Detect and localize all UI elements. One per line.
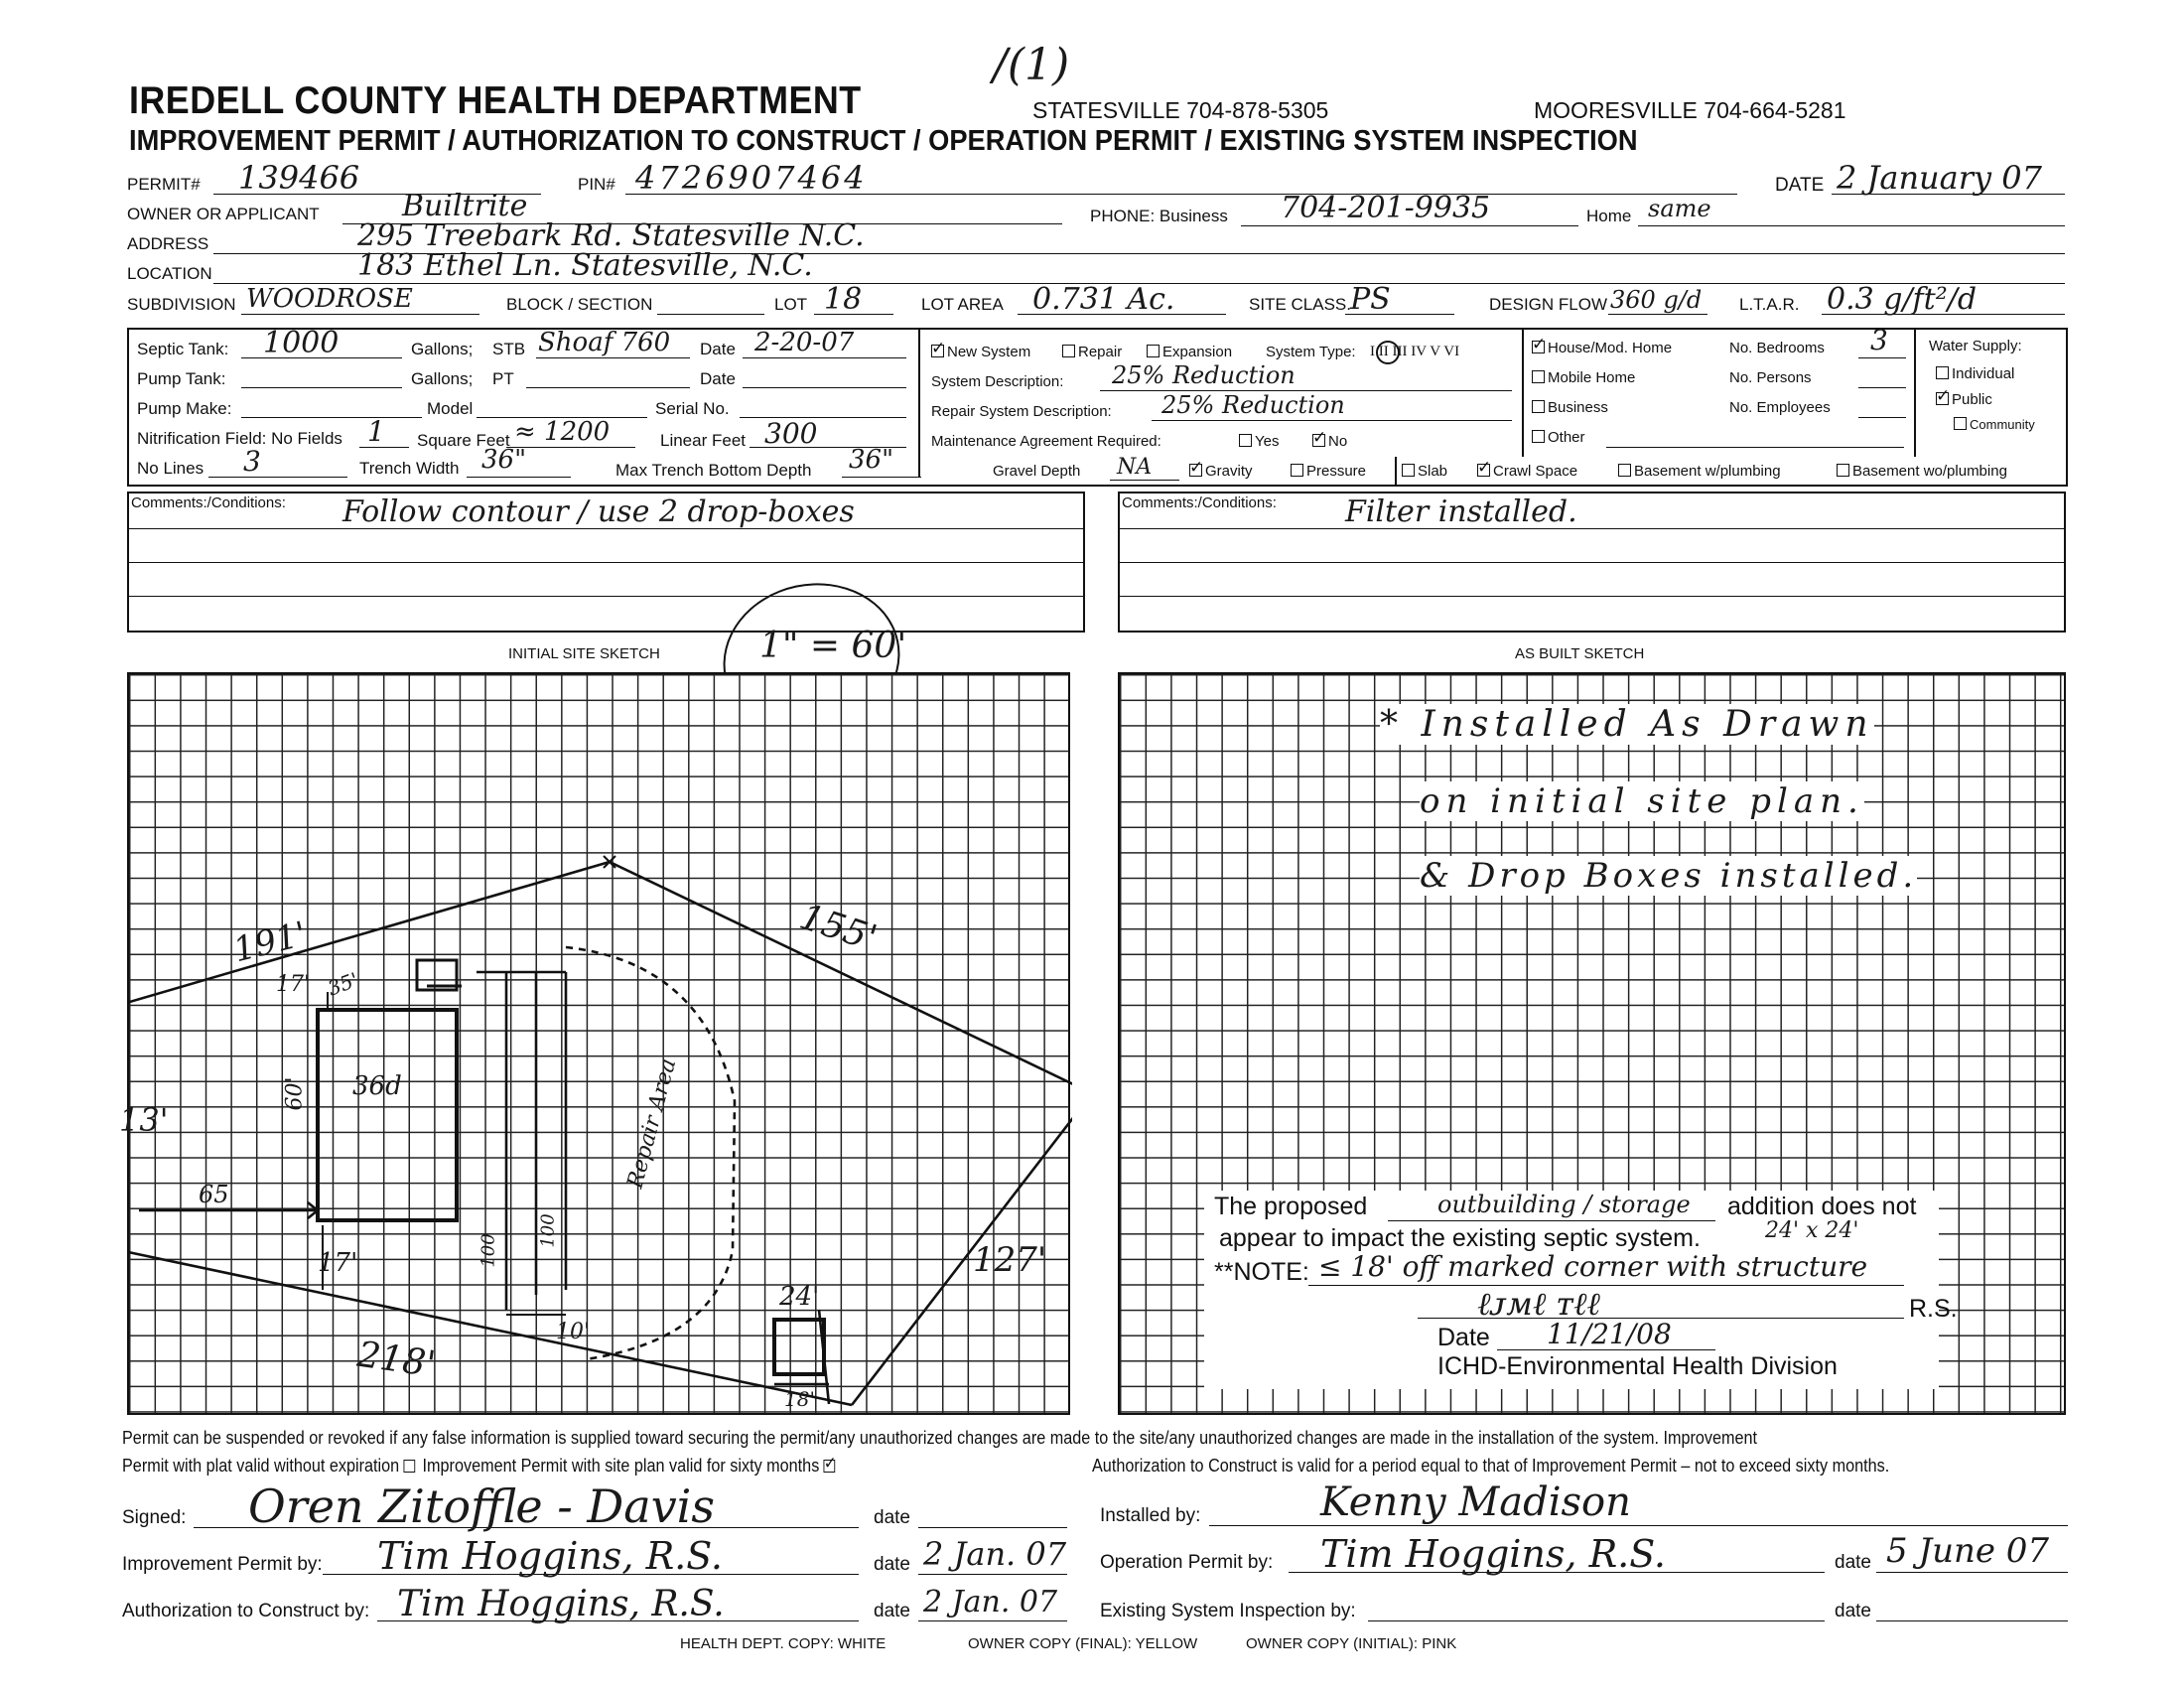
mobile-home-label: Mobile Home — [1548, 369, 1636, 386]
initial-site-sketch — [119, 672, 1070, 1415]
comments-left-label: Comments:/Conditions: — [131, 494, 286, 511]
depth-value: 36" — [849, 445, 894, 475]
stamp-proposed-value: outbuilding / storage — [1437, 1191, 1691, 1218]
dim-13: 13' — [119, 1101, 169, 1139]
individual-checkbox[interactable] — [1936, 365, 2014, 382]
dim-191: 191' — [229, 914, 311, 971]
house-label: House/Mod. Home — [1548, 340, 1673, 356]
pressure-checkbox[interactable] — [1291, 463, 1366, 480]
pump-date-label: Date — [700, 369, 736, 388]
septic-tank-value: 1000 — [263, 326, 340, 360]
page-title: IREDELL COUNTY HEALTH DEPARTMENT — [129, 79, 862, 122]
crawl-space-label: Crawl Space — [1493, 463, 1578, 480]
atc-date: 2 Jan. 07 — [923, 1585, 1058, 1619]
dim-127: 127' — [973, 1240, 1047, 1280]
line-100-a: 100 — [478, 1233, 499, 1268]
trench-value: 36" — [481, 445, 527, 475]
atc-label: Authorization to Construct by: — [122, 1601, 370, 1621]
copy-yellow: OWNER COPY (FINAL): YELLOW — [968, 1635, 1198, 1652]
repair-desc-label: Repair System Description: — [931, 403, 1112, 420]
lot-value: 18 — [824, 282, 863, 317]
house-label: 36d — [352, 1071, 402, 1101]
linear-label: Linear Feet — [660, 431, 746, 450]
no-label: No — [1328, 433, 1348, 450]
new-system-checkbox[interactable] — [931, 344, 1030, 360]
copy-white: HEALTH DEPT. COPY: WHITE — [680, 1635, 887, 1652]
stamp-size: 24' x 24' — [1765, 1218, 1859, 1243]
lines-label: No Lines — [137, 459, 205, 478]
repair-desc-value: 25% Reduction — [1161, 391, 1345, 419]
design-flow-label: DESIGN FLOW — [1489, 295, 1608, 314]
address-label: ADDRESS — [127, 234, 209, 253]
community-checkbox[interactable] — [1954, 417, 2035, 432]
maintenance-yes-checkbox[interactable] — [1239, 433, 1279, 450]
system-type-label: System Type: — [1266, 344, 1356, 360]
statesville-phone: STATESVILLE 704-878-5305 — [1032, 97, 1329, 123]
footer-notice-2c: Authorization to Construct is valid for a period equal to that of Improvement Permit – not to exceed sixty months. — [1092, 1456, 1890, 1476]
basement-w-label: Basement w/plumbing — [1634, 463, 1781, 480]
pump-tank-label: Pump Tank: — [137, 369, 226, 388]
serial-label: Serial No. — [655, 399, 730, 418]
dim-218: 218' — [354, 1334, 439, 1386]
linear-value: 300 — [764, 417, 818, 450]
dim-10: 10' — [556, 1320, 591, 1344]
ip-label: Improvement Permit by: — [122, 1554, 323, 1575]
mobile-home-checkbox[interactable] — [1532, 369, 1635, 386]
design-flow-value: 360 g/d — [1610, 286, 1703, 314]
dim-35: 35' — [324, 967, 362, 1001]
as-built-sketch — [1118, 672, 2066, 1415]
trench-label: Trench Width — [359, 459, 460, 478]
owner-value: Builtrite — [402, 189, 528, 223]
gravity-checkbox[interactable] — [1189, 463, 1253, 480]
dim-17-bottom: 17' — [318, 1248, 358, 1278]
basement-wo-checkbox[interactable] — [1837, 463, 2007, 480]
subdivision-label: SUBDIVISION — [127, 295, 236, 314]
employees-label: No. Employees — [1729, 399, 1831, 416]
sketch-scale: 1" = 60' — [759, 626, 907, 666]
plat-valid-text: Permit with plat valid without expiration — [122, 1456, 400, 1476]
lot-area-label: LOT AREA — [921, 295, 1004, 314]
asbuilt-note-3: & Drop Boxes installed. — [1420, 856, 1918, 896]
copy-pink: OWNER COPY (INITIAL): PINK — [1246, 1635, 1457, 1652]
stb-label: STB — [492, 340, 526, 358]
pin-number: 4726907464 — [635, 159, 868, 197]
lot-label: LOT — [774, 295, 808, 314]
stamp-note-label: **NOTE: — [1214, 1258, 1309, 1286]
nitrification-label: Nitrification Field: No Fields — [137, 429, 342, 448]
esi-date-label: date — [1835, 1601, 1871, 1621]
dim-60: 60' — [282, 1076, 308, 1111]
system-desc-value: 25% Reduction — [1112, 361, 1296, 389]
fields-value: 1 — [367, 415, 385, 448]
stamp-appear: appear to impact the existing septic system. — [1219, 1224, 1701, 1252]
location-value: 183 Ethel Ln. Statesville, N.C. — [357, 248, 813, 283]
permit-date: 2 January 07 — [1837, 159, 2042, 197]
model-label: Model — [427, 399, 474, 418]
ip-date: 2 Jan. 07 — [923, 1535, 1067, 1573]
basement-w-checkbox[interactable] — [1618, 463, 1781, 480]
community-label: Community — [1970, 417, 2035, 432]
op-date: 5 June 07 — [1886, 1531, 2050, 1571]
business-checkbox[interactable] — [1532, 399, 1608, 416]
ltar-label: L.T.A.R. — [1739, 295, 1800, 314]
water-supply-label: Water Supply: — [1929, 338, 2022, 354]
system-type-circle — [1376, 341, 1400, 364]
footer-notice-1: Permit can be suspended or revoked if any false information is supplied toward securing the permit/any unauthorized changes are made to the site/any unauthorized changes are made in the installation of the system. Improvement — [122, 1428, 1758, 1448]
footer-notice-2a — [122, 1456, 838, 1477]
signed-date-label: date — [874, 1507, 910, 1528]
new-system-label: New System — [947, 344, 1031, 360]
op-value: Tim Hoggins, R.S. — [1320, 1532, 1667, 1576]
pin-label: PIN# — [578, 175, 615, 194]
stamp-date: 11/21/08 — [1547, 1318, 1672, 1350]
initial-sketch-title: INITIAL SITE SKETCH — [508, 645, 660, 662]
basement-wo-label: Basement wo/plumbing — [1852, 463, 2007, 480]
septic-tank-label: Septic Tank: — [137, 340, 229, 358]
block-label: BLOCK / SECTION — [506, 295, 653, 314]
installed-value: Kenny Madison — [1320, 1479, 1631, 1525]
sqft-label: Square Feet — [417, 431, 510, 450]
system-types: I II III IV V VI — [1370, 344, 1460, 359]
ip-date-label: date — [874, 1554, 910, 1575]
sqft-value: ≈ 1200 — [514, 417, 611, 447]
date-label: DATE — [1775, 175, 1825, 196]
public-checkbox[interactable] — [1936, 391, 1992, 408]
pump-gallons-label: Gallons; — [411, 369, 474, 388]
persons-label: No. Persons — [1729, 369, 1812, 386]
address-value: 295 Treebark Rd. Statesville N.C. — [357, 218, 865, 253]
ltar-value: 0.3 g/ft²/d — [1827, 282, 1978, 317]
stamp-date-label: Date — [1437, 1324, 1490, 1351]
house-checkbox[interactable] — [1532, 340, 1672, 356]
dim-18: 18' — [784, 1387, 815, 1411]
dim-155: 155' — [794, 896, 883, 960]
business-label: Business — [1548, 399, 1608, 416]
system-desc-label: System Description: — [931, 373, 1064, 390]
asbuilt-note-2: on initial site plan. — [1420, 781, 1864, 821]
repair-label: Repair — [1078, 344, 1123, 360]
comments-left-value: Follow contour / use 2 drop-boxes — [342, 494, 855, 529]
signed-label: Signed: — [122, 1507, 187, 1528]
mooresville-phone: MOORESVILLE 704-664-5281 — [1534, 97, 1846, 123]
comments-right-label: Comments:/Conditions: — [1122, 494, 1277, 511]
permit-label: PERMIT# — [127, 175, 201, 194]
op-date-label: date — [1835, 1552, 1871, 1573]
site-plan-valid-checkbox[interactable] — [824, 1460, 836, 1473]
pressure-label: Pressure — [1306, 463, 1367, 480]
signed-value: Oren Zitoffle - Davis — [248, 1479, 715, 1533]
atc-date-label: date — [874, 1601, 910, 1621]
expansion-checkbox[interactable] — [1147, 344, 1232, 360]
maintenance-no-checkbox[interactable] — [1312, 433, 1347, 450]
stamp-note: ≤ 18' off marked corner with structure — [1318, 1250, 1868, 1283]
site-sketch-drawing — [129, 674, 1072, 1417]
slab-label: Slab — [1418, 463, 1448, 480]
lines-value: 3 — [243, 445, 261, 478]
stamp-division: ICHD-Environmental Health Division — [1437, 1352, 1838, 1380]
other-checkbox[interactable] — [1532, 429, 1585, 446]
stamp-proposed: The proposed — [1214, 1193, 1368, 1220]
gravel-label: Gravel Depth — [993, 463, 1081, 480]
phone-label: PHONE: Business — [1090, 207, 1228, 225]
tank-date-label: Date — [700, 340, 736, 358]
location-label: LOCATION — [127, 264, 212, 283]
home-value: same — [1648, 195, 1711, 222]
esi-label: Existing System Inspection by: — [1100, 1601, 1356, 1621]
lot-area-value: 0.731 Ac. — [1032, 282, 1175, 317]
op-label: Operation Permit by: — [1100, 1552, 1274, 1573]
bedrooms-label: No. Bedrooms — [1729, 340, 1825, 356]
ip-value: Tim Hoggins, R.S. — [377, 1534, 724, 1578]
stb-value: Shoaf 760 — [538, 328, 671, 357]
asbuilt-sketch-title: AS BUILT SKETCH — [1515, 645, 1645, 662]
atc-value: Tim Hoggins, R.S. — [397, 1584, 725, 1624]
dim-65: 65 — [199, 1181, 229, 1208]
line-100-b: 100 — [537, 1213, 559, 1248]
permit-number: 139466 — [238, 159, 360, 197]
stamp-addition: addition does not — [1727, 1193, 1917, 1220]
individual-label: Individual — [1952, 365, 2015, 382]
page-mark: /(1) — [993, 40, 1070, 90]
stamp-rs: R.S. — [1909, 1295, 1958, 1323]
installed-label: Installed by: — [1100, 1505, 1201, 1526]
depth-label: Max Trench Bottom Depth — [615, 461, 812, 480]
public-label: Public — [1952, 391, 1992, 408]
gravel-value: NA — [1117, 455, 1153, 480]
form-subtitle: IMPROVEMENT PERMIT / AUTHORIZATION TO CONSTRUCT / OPERATION PERMIT / EXISTING SYSTEM INSPECTION — [129, 125, 1638, 157]
pump-make-label: Pump Make: — [137, 399, 232, 418]
site-plan-valid-text: Improvement Permit with site plan valid for sixty months — [422, 1456, 820, 1476]
home-label: Home — [1586, 207, 1632, 225]
stamp-signature: ℓᴊмℓ ᴛℓℓ — [1477, 1285, 1600, 1323]
repair-area-label: Repair Area — [622, 1056, 682, 1192]
other-label: Other — [1548, 429, 1585, 446]
plat-valid-checkbox[interactable] — [404, 1460, 416, 1473]
crawl-space-checkbox[interactable] — [1477, 463, 1577, 480]
gallons-label: Gallons; — [411, 340, 474, 358]
tank-date-value: 2-20-07 — [754, 328, 855, 357]
expansion-label: Expansion — [1162, 344, 1233, 360]
phone-value: 704-201-9935 — [1281, 191, 1491, 225]
maintenance-label: Maintenance Agreement Required: — [931, 433, 1161, 450]
site-class-value: PS — [1350, 282, 1391, 317]
pt-label: PT — [492, 369, 514, 388]
repair-checkbox[interactable] — [1062, 344, 1122, 360]
bedrooms-value: 3 — [1870, 324, 1888, 356]
dim-24: 24' — [779, 1282, 820, 1312]
dim-17-top: 17' — [276, 972, 311, 997]
gravity-label: Gravity — [1205, 463, 1253, 480]
subdivision-value: WOODROSE — [246, 284, 413, 314]
asbuilt-note-1: * Installed As Drawn — [1380, 704, 1874, 745]
comments-right-value: Filter installed. — [1345, 494, 1577, 529]
slab-checkbox[interactable] — [1402, 463, 1447, 480]
yes-label: Yes — [1255, 433, 1280, 450]
site-class-label: SITE CLASS. — [1249, 295, 1351, 314]
owner-label: OWNER OR APPLICANT — [127, 205, 320, 223]
